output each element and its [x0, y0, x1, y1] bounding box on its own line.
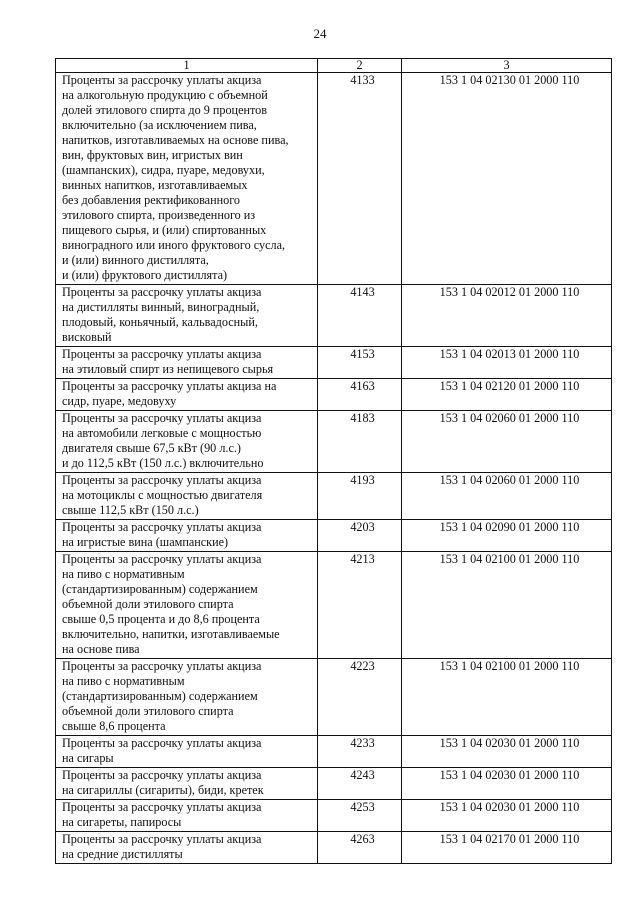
row-description-cell	[56, 552, 318, 659]
row-kbk-code: 153 1 04 02030 01 2000 110	[402, 800, 612, 832]
row-description: Проценты за рассрочку уплаты акциза на сидр, пуаре, медовуху	[62, 379, 277, 408]
table-row	[56, 347, 612, 379]
row-kbk-code: 153 1 04 02012 01 2000 110	[402, 285, 612, 347]
row-code: 4143	[318, 285, 402, 347]
row-description: Проценты за рассрочку уплаты акциза на мотоциклы с мощностью двигателя свыше 112,5 кВт (150 л.с.)	[62, 473, 263, 517]
table-row	[56, 736, 612, 768]
header-row	[56, 59, 612, 73]
row-description: Проценты за рассрочку уплаты акциза на сигариллы (сигариты), биди, кретек	[62, 768, 264, 797]
row-description: Проценты за рассрочку уплаты акциза на пиво с нормативным (стандартизированным) содержанием объемной доли этилового спирта свыше 8,6 процента	[62, 659, 262, 733]
row-description-cell	[56, 411, 318, 473]
table-row	[56, 552, 612, 659]
row-description-cell	[56, 736, 318, 768]
row-kbk-code: 153 1 04 02030 01 2000 110	[402, 768, 612, 800]
row-description: Проценты за рассрочку уплаты акциза на пиво с нормативным (стандартизированным) содержанием объемной доли этилового спирта свыше 0,5 процента и до 8,6 процента включительно, напитки, изготавливаемые на основе пива	[62, 552, 280, 656]
column-header-2: 2	[318, 59, 402, 73]
row-description-cell	[56, 520, 318, 552]
row-description-cell	[56, 768, 318, 800]
row-description: Проценты за рассрочку уплаты акциза на автомобили легковые с мощностью двигателя свыше 67,5 кВт (90 л.с.) и до 112,5 кВт (150 л.с.) включительно	[62, 411, 264, 470]
row-description-cell	[56, 800, 318, 832]
row-kbk-code: 153 1 04 02060 01 2000 110	[402, 473, 612, 520]
row-description: Проценты за рассрочку уплаты акциза на игристые вина (шампанские)	[62, 520, 262, 549]
row-kbk-code: 153 1 04 02013 01 2000 110	[402, 347, 612, 379]
row-kbk-code: 153 1 04 02060 01 2000 110	[402, 411, 612, 473]
row-kbk-code: 153 1 04 02130 01 2000 110	[402, 73, 612, 285]
row-kbk-code: 153 1 04 02170 01 2000 110	[402, 832, 612, 864]
excise-codes-table	[55, 58, 612, 864]
row-description-cell	[56, 659, 318, 736]
row-kbk-code: 153 1 04 02120 01 2000 110	[402, 379, 612, 411]
page-number: 24	[313, 26, 327, 41]
table-row	[56, 379, 612, 411]
row-code: 4253	[318, 800, 402, 832]
table-row	[56, 473, 612, 520]
table-row	[56, 768, 612, 800]
row-code: 4193	[318, 473, 402, 520]
row-code: 4183	[318, 411, 402, 473]
row-description: Проценты за рассрочку уплаты акциза на этиловый спирт из непищевого сырья	[62, 347, 274, 376]
row-description: Проценты за рассрочку уплаты акциза на сигары	[62, 736, 262, 765]
row-kbk-code: 153 1 04 02100 01 2000 110	[402, 659, 612, 736]
row-description: Проценты за рассрочку уплаты акциза на дистилляты винный, виноградный, плодовый, коньячный, кальвадосный, висковый	[62, 285, 262, 344]
table-row	[56, 659, 612, 736]
column-header-1: 1	[56, 59, 318, 73]
row-code: 4213	[318, 552, 402, 659]
row-description-cell	[56, 73, 318, 285]
table-row	[56, 411, 612, 473]
row-description-cell	[56, 832, 318, 864]
row-description: Проценты за рассрочку уплаты акциза на сигареты, папиросы	[62, 800, 262, 829]
row-description: Проценты за рассрочку уплаты акциза на средние дистилляты	[62, 832, 262, 861]
table-row	[56, 285, 612, 347]
row-description-cell	[56, 285, 318, 347]
row-code: 4223	[318, 659, 402, 736]
row-description: Проценты за рассрочку уплаты акциза на алкогольную продукцию с объемной долей этилового спирта до 9 процентов включительно (за исключением пива, напитков, изготавливаемых на основе пива, вин, фруктовых вин, игристых вин (шампанских), сидра, пуаре, медовухи, винных напитков, изготавливаемых без добавления ректификованного этилового спирта, произведенного из пищевого сырья, и (или) спиртованных виноградного или иного фруктового сусла, и (или) винного дистиллята, и (или) фруктового дистиллята)	[62, 73, 289, 282]
row-code: 4233	[318, 736, 402, 768]
row-description-cell	[56, 379, 318, 411]
row-code: 4263	[318, 832, 402, 864]
row-description-cell	[56, 473, 318, 520]
row-code: 4163	[318, 379, 402, 411]
row-code: 4243	[318, 768, 402, 800]
row-kbk-code: 153 1 04 02100 01 2000 110	[402, 552, 612, 659]
table-row	[56, 832, 612, 864]
table-row	[56, 73, 612, 285]
row-kbk-code: 153 1 04 02090 01 2000 110	[402, 520, 612, 552]
row-code: 4133	[318, 73, 402, 285]
row-kbk-code: 153 1 04 02030 01 2000 110	[402, 736, 612, 768]
row-code: 4203	[318, 520, 402, 552]
column-header-3: 3	[402, 59, 612, 73]
table-row	[56, 520, 612, 552]
row-code: 4153	[318, 347, 402, 379]
table-row	[56, 800, 612, 832]
row-description-cell	[56, 347, 318, 379]
